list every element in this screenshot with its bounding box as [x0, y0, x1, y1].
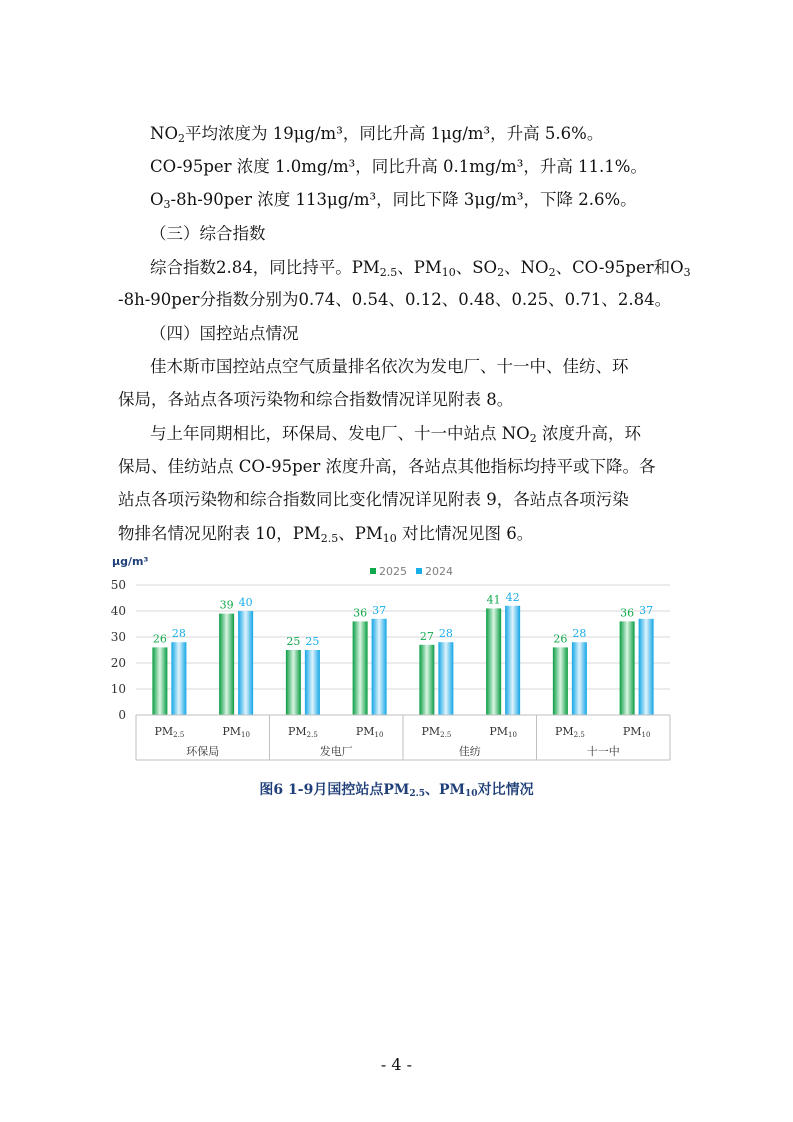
idx-e: 、SO — [455, 258, 498, 277]
bar-value-label: 28 — [438, 627, 453, 641]
bars — [152, 591, 653, 715]
legend-swatch — [416, 568, 422, 574]
bar-2024 — [171, 642, 186, 715]
o3-paragraph — [150, 190, 732, 210]
x-group-label: 佳纺 — [458, 745, 481, 758]
bar-2024 — [305, 650, 320, 715]
index-line-1 — [150, 258, 710, 278]
grid — [136, 585, 670, 715]
cmp4-c: 、PM — [338, 524, 383, 543]
bar-value-label: 36 — [620, 606, 635, 620]
bar-2024 — [639, 619, 654, 715]
cmp4-a: 物排名情况见附表 10，PM — [118, 524, 321, 543]
idx-i: 、CO-95per和O — [555, 258, 684, 277]
ranking-line-2: 保局，各站点各项污染物和综合指数情况详见附表 8。 — [118, 390, 514, 409]
cmp4-d: 10 — [382, 532, 397, 545]
y-tick-label: 30 — [110, 630, 126, 644]
bar-2025 — [152, 647, 167, 715]
legend-label: 2025 — [379, 565, 407, 578]
idx-h: 2 — [548, 266, 556, 279]
cmp-a: 与上年同期相比，环保局、发电厂、十一中站点 NO — [150, 424, 530, 443]
bar-value-label: 40 — [238, 596, 253, 609]
y-tick-label: 20 — [110, 656, 126, 670]
x-sub-label: PM10 — [355, 725, 384, 739]
cmp4-b: 2.5 — [320, 532, 339, 545]
bar-2025 — [419, 645, 434, 715]
ranking-line-1: 佳木斯市国控站点空气质量排名依次为发电厂、十一中、佳纺、环 — [150, 357, 629, 376]
x-group-label: 发电厂 — [319, 745, 353, 758]
caption-d: 10 — [465, 789, 478, 799]
bar-value-label: 25 — [305, 635, 320, 648]
no2-sub: 2 — [177, 132, 185, 145]
bar-2025 — [486, 608, 501, 715]
caption-c: 、PM — [425, 782, 466, 798]
idx-j: 3 — [683, 266, 691, 279]
bar-value-label: 28 — [572, 627, 587, 641]
bar-2025 — [286, 650, 301, 715]
page-number: - 4 - — [380, 1055, 413, 1074]
heading-national-stations: （四）国控站点情况 — [150, 324, 299, 343]
legend-swatch — [370, 568, 376, 574]
o3-text-c: -8h-90per 浓度 113μg/m³，同比下降 3μg/m³，下降 2.6%。 — [170, 190, 637, 209]
y-tick-label: 40 — [110, 604, 126, 618]
x-sub-label: PM2.5 — [287, 725, 318, 739]
idx-d: 10 — [441, 266, 456, 279]
y-tick-label: 50 — [110, 578, 126, 592]
no2-paragraph — [150, 124, 732, 144]
bar-2024 — [438, 642, 453, 715]
idx-b: 2.5 — [379, 266, 398, 279]
idx-c: 、PM — [397, 258, 442, 277]
idx-g: 、NO — [504, 258, 549, 277]
x-sub-label: PM10 — [622, 725, 651, 739]
bar-value-label: 37 — [639, 603, 654, 617]
compare-line-4 — [118, 524, 700, 544]
bar-2024 — [372, 619, 387, 715]
bar-value-label: 25 — [286, 635, 301, 648]
bar-2024 — [505, 606, 520, 715]
x-group-label: 十一中 — [586, 745, 620, 758]
x-sub-label: PM2.5 — [154, 725, 185, 739]
y-tick-label: 10 — [110, 682, 126, 696]
idx-a: 综合指数2.84，同比持平。PM — [150, 258, 380, 277]
legend-label: 2024 — [425, 565, 453, 578]
bar-2024 — [572, 642, 587, 715]
bar-value-label: 37 — [372, 603, 387, 617]
legend — [370, 565, 453, 578]
y-axis-ticks — [111, 578, 126, 722]
heading-composite-index: （三）综合指数 — [150, 224, 266, 243]
bar-value-label: 27 — [419, 629, 434, 643]
idx-f: 2 — [497, 266, 505, 279]
bar-value-label: 36 — [353, 606, 368, 620]
compare-line-3: 站点各项污染物和综合指数同比变化情况详见附表 9，各站点各项污染 — [118, 490, 629, 509]
pm-comparison-chart — [108, 548, 678, 768]
y-axis-unit-label: μg/m³ — [112, 555, 149, 568]
bar-value-label: 26 — [553, 632, 568, 646]
x-sub-label: PM10 — [222, 725, 250, 739]
x-group-label: 环保局 — [186, 745, 220, 758]
cmp4-e: 对比情况见图 6。 — [396, 524, 534, 543]
x-sub-label: PM2.5 — [421, 725, 452, 739]
compare-line-1 — [150, 424, 732, 444]
figure-caption — [0, 779, 793, 799]
caption-e: 对比情况 — [477, 782, 534, 798]
bar-2025 — [553, 647, 568, 715]
compare-line-2: 保局、佳纺站点 CO-95per 浓度升高，各站点其他指标均持平或下降。各 — [118, 457, 656, 476]
co-text: CO-95per 浓度 1.0mg/m³，同比升高 0.1mg/m³，升高 11.1%。 — [150, 157, 647, 176]
o3-sub: 3 — [163, 198, 171, 211]
y-tick-label: 0 — [118, 708, 126, 722]
index-line-2: -8h-90per分指数分别为0.74、0.54、0.12、0.48、0.25、0.71、2.84。 — [118, 290, 672, 309]
caption-b: 2.5 — [409, 789, 426, 799]
cmp-b: 2 — [529, 432, 537, 445]
x-sub-label: PM2.5 — [554, 725, 585, 739]
bar-value-label: 41 — [486, 593, 501, 607]
bar-value-label: 39 — [219, 598, 234, 612]
x-sub-label: PM10 — [489, 725, 517, 739]
bar-value-label: 42 — [505, 590, 520, 604]
no2-text-a: NO — [150, 124, 178, 143]
bar-2025 — [620, 621, 635, 715]
bar-value-label: 28 — [171, 627, 186, 641]
caption-a: 图6 1-9月国控站点PM — [259, 782, 410, 798]
o3-text-a: O — [150, 190, 164, 209]
co-paragraph — [150, 157, 732, 177]
bar-2024 — [238, 611, 253, 715]
no2-text-c: 平均浓度为 19μg/m³，同比升高 1μg/m³，升高 5.6%。 — [184, 124, 604, 143]
cmp-c: 浓度升高，环 — [536, 424, 641, 443]
bar-2025 — [219, 614, 234, 715]
bar-2025 — [353, 621, 368, 715]
bar-value-label: 26 — [152, 632, 167, 646]
x-axis — [136, 715, 670, 760]
